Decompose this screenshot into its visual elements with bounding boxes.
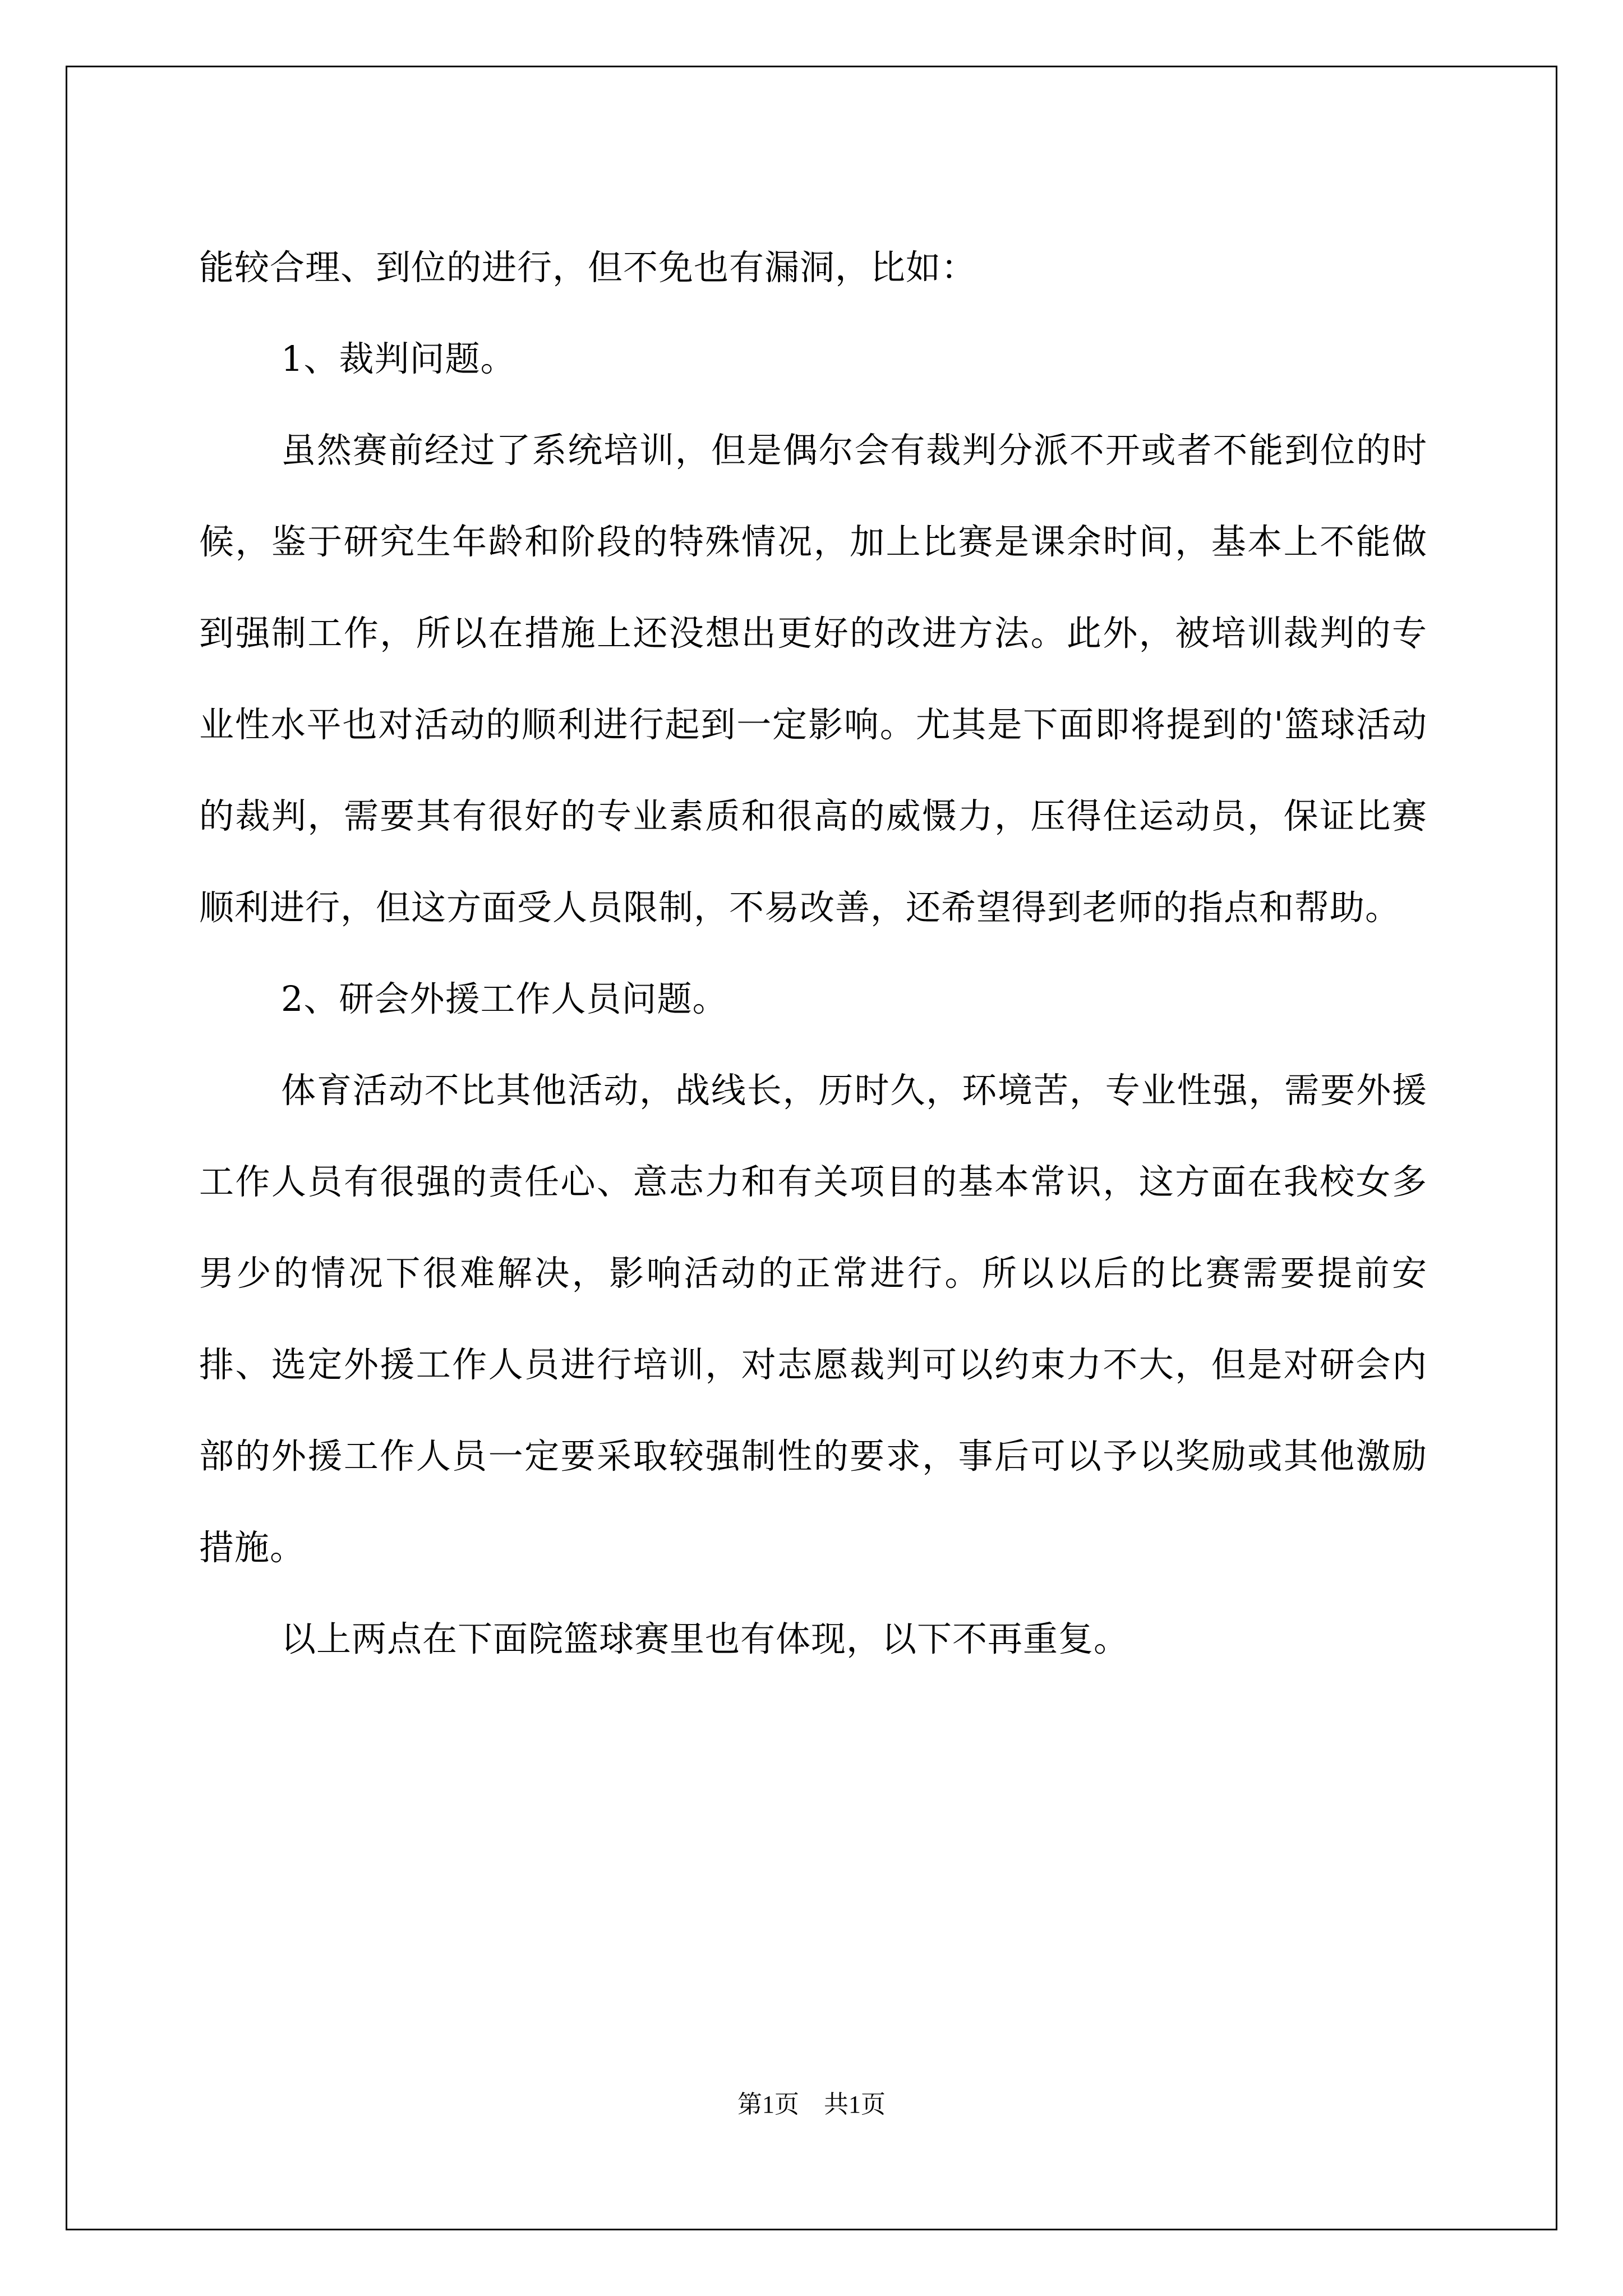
paragraph-referee-details: 虽然赛前经过了系统培训，但是偶尔会有裁判分派不开或者不能到位的时候，鉴于研究生年龄和阶段的特殊情况，加上比赛是课余时间，基本上不能做到强制工作，所以在措施上还没想出更好的改进方法。此外，被培训裁判的专业性水平也对活动的顺利进行起到一定影响。尤其是下面即将提到的'篮球活动的裁判，需要其有很好的专业素质和很高的威慑力，压得住运动员，保证比赛顺利进行，但这方面受人员限制，不易改善，还希望得到老师的指点和帮助。 <box>199 430 1427 928</box>
heading-referee-issue: 1、裁判问题。 <box>281 338 516 379</box>
document-body <box>199 222 1427 1685</box>
paragraph-conclusion: 以上两点在下面院篮球赛里也有体现，以下不再重复。 <box>281 1618 1129 1659</box>
paragraph-intro: 能较合理、到位的进行，但不免也有漏洞，比如： <box>199 247 977 288</box>
heading-staff-issue: 2、研会外援工作人员问题。 <box>281 978 728 1019</box>
paragraph-staff-details: 体育活动不比其他活动，战线长，历时久，环境苦，专业性强，需要外援工作人员有很强的责任心、意志力和有关项目的基本常识，这方面在我校女多男少的情况下很难解决，影响活动的正常进行。所以以后的比赛需要提前安排、选定外援工作人员进行培训，对志愿裁判可以约束力不大，但是对研会内部的外援工作人员一定要采取较强制性的要求，事后可以予以奖励或其他激励措施。 <box>199 1070 1427 1568</box>
page-number-footer: 第1页 共1页 <box>737 2091 886 2118</box>
